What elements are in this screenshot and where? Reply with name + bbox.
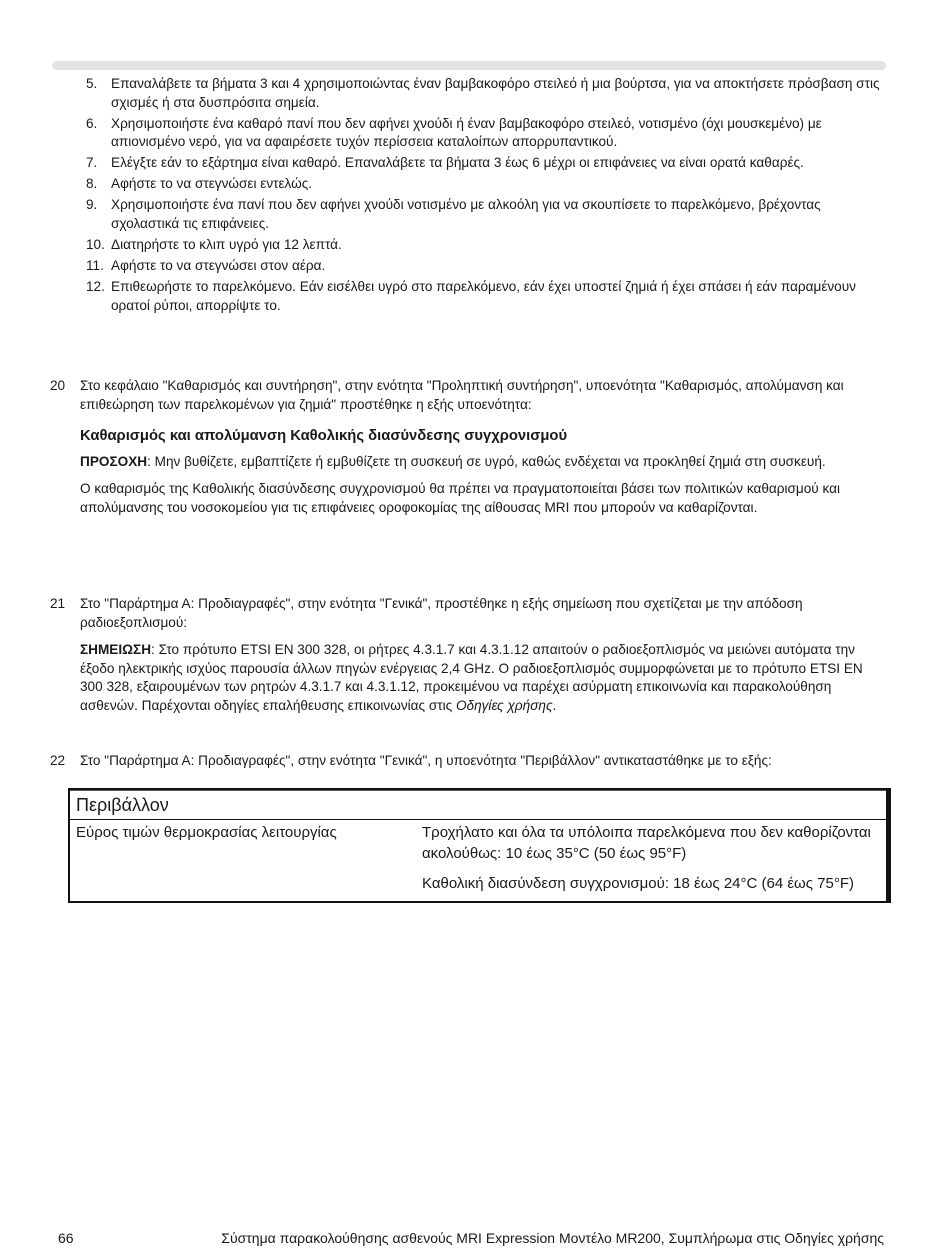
- temperature-value-cart: Τροχήλατο και όλα τα υπόλοιπα παρελκόμενα που δεν καθορίζονται ακολούθως: 10 έως 35°C (50 έως 95°F): [422, 824, 871, 862]
- section-intro: Στο "Παράρτημα Α: Προδιαγραφές", στην ενότητα "Γενικά", προστέθηκε η εξής σημείωση που σχετίζεται με την απόδοση ραδιοεξοπλισμού:: [80, 596, 803, 630]
- section-body: [80, 641, 886, 715]
- step-number: 5.: [86, 76, 98, 91]
- section-21: [50, 595, 886, 724]
- list-item: [86, 154, 886, 173]
- subsection-heading: Καθαρισμός και απολύμανση Καθολικής διασύνδεσης συγχρονισμού: [80, 428, 568, 444]
- temperature-value-sync: Καθολική διασύνδεση συγχρονισμού: 18 έως 24°C (64 έως 75°F): [422, 875, 854, 892]
- section-number: 21: [50, 596, 66, 611]
- list-item: [86, 278, 886, 315]
- step-text: Διατηρήστε το κλιπ υγρό για 12 λεπτά.: [111, 236, 342, 252]
- step-number: 8.: [86, 176, 98, 192]
- note-paragraph: [80, 641, 886, 715]
- step-number: 9.: [86, 197, 98, 213]
- step-text: Χρησιμοποιήστε ένα καθαρό πανί που δεν αφήνει χνούδι ή έναν βαμβακοφόρο στειλεό, νοτισμένο (όχι μουσκεμένο) με απιονισμένο νερό, για να αφαιρέσετε τυχόν περίσσεια καταλοίπων απορρυπαντικού.: [111, 115, 822, 150]
- table-row: [70, 820, 886, 901]
- step-text: Χρησιμοποιήστε ένα πανί που δεν αφήνει χνούδι νοτισμένο με αλκοόλη για να σκουπίσετε το παρελκόμενο, βρέχοντας σχολαστικά τις επιφάνειες.: [111, 197, 821, 231]
- body-paragraph: Ο καθαρισμός της Καθολικής διασύνδεσης συγχρονισμού θα πρέπει να πραγματοποιείται βάσει των πολιτικών καθαρισμού και απολύμανσης του νοσοκομείου για τις επιφάνειες οροφοκομίας της αίθουσας MRI που μπορούν να καθαρίζονται.: [80, 481, 841, 515]
- step-number: 11.: [86, 258, 104, 274]
- section-22: [50, 752, 886, 771]
- section-20: [50, 377, 886, 526]
- note-italic: Οδηγίες χρήσης: [455, 697, 553, 713]
- list-item: [86, 75, 886, 112]
- step-number: 6.: [86, 115, 98, 131]
- list-item: [86, 115, 886, 152]
- section-number: 22: [50, 753, 66, 768]
- row-values: [422, 823, 877, 895]
- list-item: [86, 257, 886, 276]
- footer-title: Σύστημα παρακολούθησης ασθενούς MRI Expression Μοντέλο MR200, Συμπλήρωμα στις Οδηγίες χρήσης: [221, 1230, 884, 1246]
- step-number: 12.: [86, 279, 105, 295]
- page-number: 66: [58, 1230, 74, 1246]
- step-text: Ελέγξτε εάν το εξάρτημα είναι καθαρό. Επαναλάβετε τα βήματα 3 έως 6 μέχρι οι επιφάνειες να είναι ορατά καθαρές.: [111, 155, 804, 171]
- caution-label: ΠΡΟΣΟΧΗ: [80, 453, 148, 469]
- step-number: 10.: [86, 236, 105, 252]
- section-intro: Στο "Παράρτημα Α: Προδιαγραφές", στην ενότητα "Γενικά", η υποενότητα "Περιβάλλον" αντικαταστάθηκε με το εξής:: [80, 753, 772, 768]
- section-intro: Στο κεφάλαιο "Καθαρισμός και συντήρηση", στην ενότητα "Προληπτική συντήρηση", υποενότητα "Καθαρισμός, απολύμανση και επιθεώρηση των παρελκομένων για ζημιά" προστέθηκε η εξής υποενότητα:: [80, 378, 844, 412]
- section-number: 20: [50, 378, 66, 393]
- step-text: Επαναλάβετε τα βήματα 3 και 4 χρησιμοποιώντας έναν βαμβακοφόρο στειλεό ή μια βούρτσα, για να αποκτήσετε πρόσβαση στις σχισμές ή στα δυσπρόσιτα σημεία.: [111, 76, 880, 110]
- caution-paragraph: [80, 453, 886, 472]
- note-end: .: [552, 697, 557, 713]
- list-item: [86, 175, 886, 194]
- note-text: : Στο πρότυπο ETSI EN 300 328, οι ρήτρες 4.3.1.7 και 4.3.1.12 απαιτούν ο ραδιοεξοπλισμός να μειώνει αυτόματα την έξοδο ηλεκτρικής ισχύος παρουσία άλλων πηγών ενέργειας 2,4 GHz. Ο ραδιοεξοπλισμός συμμορφώνεται με το πρότυπο ETSI EN 300 328, εξαιρουμένων των ρητρών 4.3.1.7 και 4.3.1.12, προκειμένου να παρέχει ασύρματη επικοινωνία και παρακολούθηση ασθενών. Παρέχονται οδηγίες επαλήθευσης επικοινωνίας στις: [80, 642, 863, 713]
- environment-table: [68, 788, 891, 903]
- step-text: Αφήστε το να στεγνώσει στον αέρα.: [111, 258, 326, 274]
- cleaning-steps-list: [86, 75, 886, 318]
- list-item: [86, 236, 886, 255]
- step-text: Επιθεωρήστε το παρελκόμενο. Εάν εισέλθει υγρό στο παρελκόμενο, εάν έχει υποστεί ζημιά ή έχει σπάσει ή εάν παραμένουν ορατοί ρύποι, απορρίψτε το.: [111, 279, 856, 313]
- top-rule: [52, 61, 886, 70]
- step-number: 7.: [86, 155, 98, 171]
- step-text: Αφήστε το να στεγνώσει εντελώς.: [111, 176, 313, 192]
- row-label: Εύρος τιμών θερμοκρασίας λειτουργίας: [76, 824, 337, 841]
- note-label: ΣΗΜΕΙΩΣΗ: [80, 642, 152, 657]
- table-title: Περιβάλλον: [70, 790, 886, 820]
- list-item: [86, 196, 886, 233]
- section-body: [80, 427, 886, 517]
- caution-text: : Μην βυθίζετε, εμβαπτίζετε ή εμβυθίζετε τη συσκευή σε υγρό, καθώς ενδέχεται να προκληθεί ζημιά στη συσκευή.: [147, 453, 826, 469]
